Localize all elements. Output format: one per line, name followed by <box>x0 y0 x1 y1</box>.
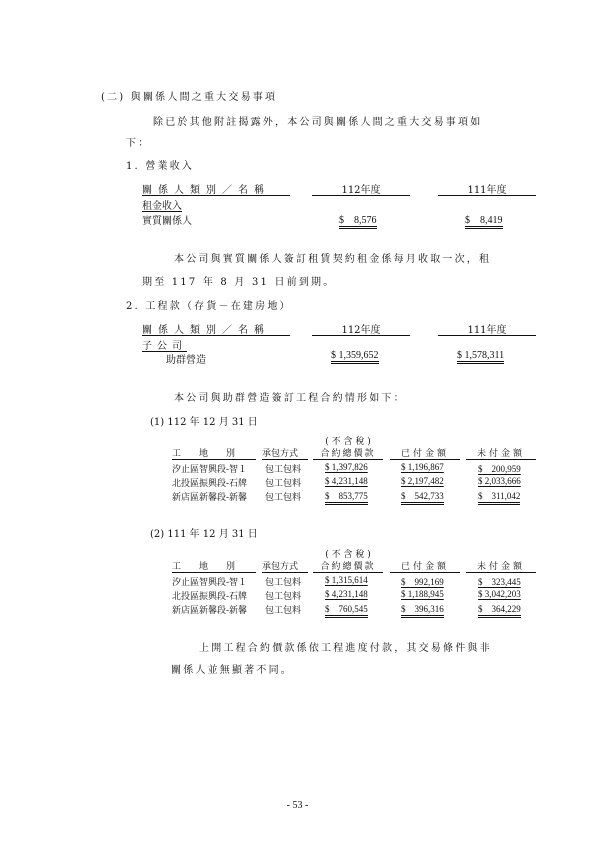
contract-table-1-header-unpaid: 未付金額 <box>476 449 525 459</box>
contract-table-1-rule-method <box>262 459 308 460</box>
contract-table-1-rule-site <box>172 459 256 460</box>
contract-table-2-rule-paid <box>390 572 460 573</box>
contract-table-2-header-site: 工 地 別 <box>172 562 236 572</box>
table-cell-method: 包工包料 <box>265 493 302 503</box>
contract-table-1-tax-note: ( 不 含 稅 ) <box>325 437 371 447</box>
item1-header-rule-112 <box>312 195 410 196</box>
table-cell-unpaid: $ 311,042 <box>478 489 520 505</box>
table-cell-total: $ 853,775 <box>325 489 368 505</box>
item2-header-col2: 112年度 <box>341 325 381 336</box>
table-cell-unpaid: $ 200,959 <box>478 464 521 474</box>
item2-row-112: $ 1,359,652 <box>331 350 379 364</box>
table-cell-paid: $ 1,188,945 <box>401 589 444 599</box>
table-cell-total: $ 760,545 <box>325 602 368 618</box>
item2-title: 2. 工程款（存貨－在建房地） <box>126 301 292 312</box>
table-cell-method: 包工包料 <box>265 606 302 616</box>
table-cell-method: 包工包料 <box>265 479 302 489</box>
item1-row-112: $ 8,576 <box>339 211 377 229</box>
contract-table-2-header-paid: 已付金額 <box>400 562 449 572</box>
item1-row-name: 實質關係人 <box>142 216 192 227</box>
item2-header-col1: 關係人類別／名稱 <box>142 325 270 336</box>
table-cell-site: 汐止區智興段-智１ <box>172 578 248 588</box>
table-cell-site: 北投區振興段-石牌 <box>172 479 248 489</box>
contract-table-1-rule-unpaid <box>466 459 536 460</box>
item1-note-line-1: 本公司與實質關係人簽訂租賃契約租金係每月收取一次，租 <box>174 254 492 265</box>
intro-line-2: 下： <box>126 138 151 149</box>
item2-header-rule-112 <box>312 335 410 336</box>
intro-line-1: 除已於其他附註揭露外，本公司與關係人間之重大交易事項如 <box>153 117 483 128</box>
table-cell-total: $ 1,315,614 <box>325 575 368 585</box>
item2-header-rule <box>142 335 290 336</box>
contract-table-1-header-site: 工 地 別 <box>172 449 236 459</box>
item1-row-111: $ 8,419 <box>465 211 503 229</box>
table-cell-paid: $ 1,196,867 <box>401 462 444 472</box>
table-cell-method: 包工包料 <box>265 592 302 602</box>
page-number: - 53 - <box>286 800 309 811</box>
contract-table-2-header-unpaid: 未付金額 <box>476 562 525 572</box>
contract-table-1-header-method: 承包方式 <box>262 449 299 459</box>
item1-header-col1: 關係人類別／名稱 <box>142 185 270 196</box>
table-cell-paid: $ 542,733 <box>401 489 444 505</box>
table-cell-total: $ 4,231,148 <box>325 589 368 599</box>
table-cell-total: $ 1,397,826 <box>325 462 368 472</box>
contract-table-2-rule-total <box>313 572 383 573</box>
item2-row-name: 助群營造 <box>166 355 206 366</box>
item2-note: 本公司與助群營造簽訂工程合約情形如下： <box>174 393 406 404</box>
item1-title: 1. 營業收入 <box>126 161 195 172</box>
item2-header-rule-111 <box>438 335 536 336</box>
contract-table-2-rule-site <box>172 572 256 573</box>
item2-header-col3: 111年度 <box>467 325 507 336</box>
contract-table-2-header-method: 承包方式 <box>262 562 299 572</box>
table-cell-unpaid: $ 323,445 <box>478 577 521 587</box>
closing-line-2: 關係人並無顯著不同。 <box>171 665 293 676</box>
table-cell-site: 汐止區智興段-智１ <box>172 465 248 475</box>
item2-category: 子公司 <box>142 341 187 352</box>
item1-note-line-2: 期至 117 年 8 月 31 日前到期。 <box>142 277 336 288</box>
section-title: (二) 與關係人間之重大交易事項 <box>101 92 278 103</box>
contract-table-2-tax-note: ( 不 含 稅 ) <box>325 550 371 560</box>
table-cell-unpaid: $ 3,042,203 <box>478 589 521 599</box>
item2-row-111: $ 1,578,311 <box>457 350 504 364</box>
table-cell-paid: $ 2,197,482 <box>401 476 444 486</box>
item1-header-rule-111 <box>438 195 536 196</box>
table-cell-method: 包工包料 <box>265 465 302 475</box>
table-cell-site: 新店區新馨段-新馨 <box>172 606 248 616</box>
contract-table-2-rule-unpaid <box>466 572 536 573</box>
contract-table-2-header-total: 合約總價款 <box>320 562 376 572</box>
item1-header-col3: 111年度 <box>467 185 507 196</box>
table-cell-paid: $ 992,169 <box>401 577 444 587</box>
item1-category: 租金收入 <box>142 201 182 212</box>
table-cell-unpaid: $ 364,229 <box>478 602 521 618</box>
table-cell-unpaid: $ 2,033,666 <box>478 476 521 486</box>
item1-header-col2: 112年度 <box>341 185 381 196</box>
contract-table-2-rule-method <box>262 572 308 573</box>
contract-table-1-header-total: 合約總價款 <box>320 449 376 459</box>
contract-table-1-header-paid: 已付金額 <box>400 449 449 459</box>
table-cell-method: 包工包料 <box>265 578 302 588</box>
table-cell-site: 新店區新馨段-新馨 <box>172 493 248 503</box>
contract-table-1-rule-total <box>313 459 383 460</box>
table-cell-site: 北投區振興段-石牌 <box>172 592 248 602</box>
table-cell-total: $ 4,231,148 <box>325 476 368 486</box>
table-cell-paid: $ 396,316 <box>401 602 444 618</box>
item1-header-rule <box>142 195 290 196</box>
contract-table-1-rule-paid <box>390 459 460 460</box>
closing-line-1: 上開工程合約價款係依工程進度付款，其交易條件與非 <box>199 643 492 654</box>
contract-table-2-title: (2) 111 年 12 月 31 日 <box>150 529 258 540</box>
contract-table-1-title: (1) 112 年 12 月 31 日 <box>150 417 258 428</box>
